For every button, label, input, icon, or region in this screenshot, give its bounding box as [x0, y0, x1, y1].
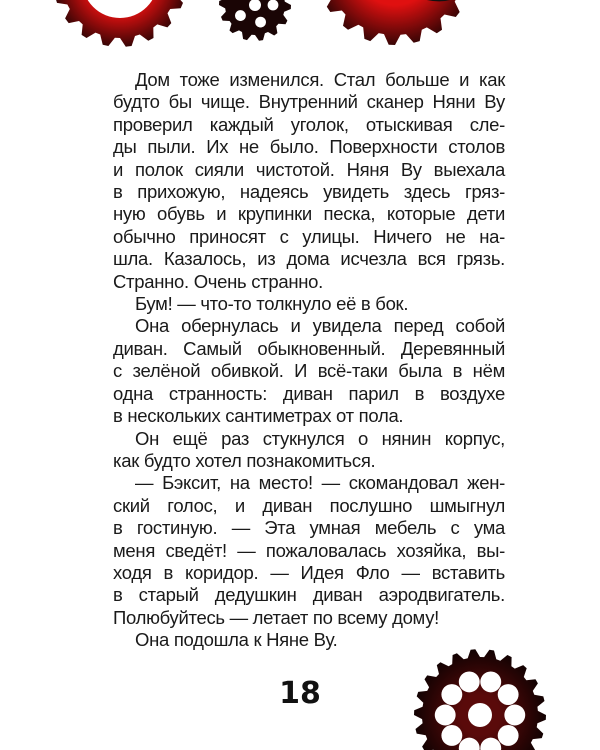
gear-top-right-icon [315, 0, 475, 45]
text-line: будто бы чище. Внутренний сканер Няни Ву [113, 91, 505, 113]
text-line: меня сведёт! — пожаловалась хозяйка, вы- [113, 539, 505, 561]
text-line: Она обернулась и увидела перед собой [135, 315, 505, 337]
body-text [113, 69, 505, 652]
text-line: Дом тоже изменился. Стал больше и как [135, 69, 505, 90]
text-line: обычно приносят с улицы. Ничего не на- [113, 225, 505, 247]
text-line: Он ещё раз стукнулся о нянин корпус, [135, 427, 505, 449]
text-line: — Бэксит, на место! — скомандовал жен- [135, 472, 505, 494]
text-line: в старый дедушкин диван аэродвигатель. [113, 584, 505, 606]
text-line: в нескольких сантиметрах от пола. [113, 405, 404, 427]
text-line: шла. Казалось, из дома исчезла вся грязь. [113, 248, 505, 270]
text-line: ды пыли. Их не было. Поверхности столов [113, 136, 505, 158]
text-line: диван. Самый обыкновенный. Деревянный [113, 337, 505, 359]
text-line: в гостиную. — Эта умная мебель с ума [113, 517, 505, 539]
text-line: одна странность: диван парил в воздухе [113, 382, 505, 404]
text-line: и полок сияли чистотой. Няня Ву выехала [113, 158, 505, 180]
text-line: ский голос, и диван послушно шмыгнул [113, 494, 505, 516]
gear-top-left-icon [53, 0, 187, 47]
text-line: ную обувь и крупинки песка, которые дети [113, 203, 505, 225]
text-line: проверил каждый уголок, отыскивая сле- [113, 113, 505, 135]
gear-top-middle-icon [219, 0, 291, 41]
text-line: Она подошла к Няне Ву. [135, 629, 338, 651]
text-line: ходя в коридор. — Идея Фло — вставить [113, 561, 505, 583]
page-number: 18 [279, 676, 321, 711]
text-line: Полюбуйтесь — летает по всему дому! [113, 606, 439, 628]
text-line: Странно. Очень странно. [113, 270, 323, 292]
text-line: с зелёной обивкой. И всё-таки была в нём [113, 360, 505, 382]
text-line: как будто хотел познакомиться. [113, 449, 376, 471]
text-line: Бум! — что-то толкнуло её в бок. [135, 293, 409, 315]
text-line: в прихожую, надеясь увидеть здесь гряз- [113, 181, 505, 203]
